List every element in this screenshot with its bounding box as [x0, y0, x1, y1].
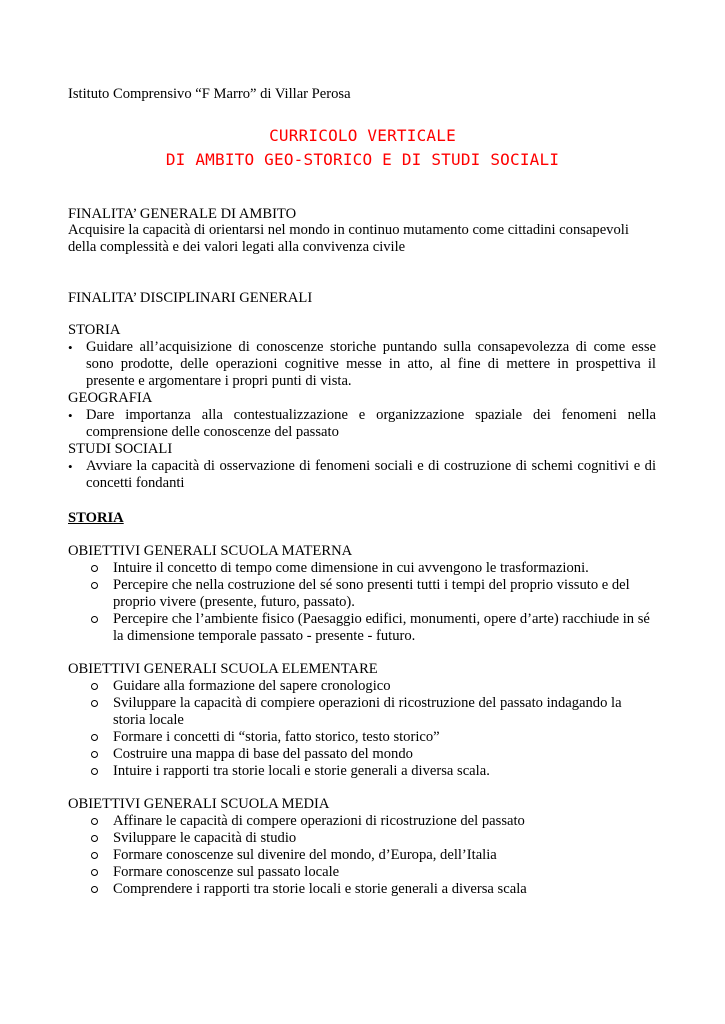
studi-sociali-text-line2: concetti fondanti — [86, 475, 185, 491]
circle-bullet-icon — [91, 683, 98, 690]
materna-item-2-line2: proprio vivere (presente, futuro, passato). — [113, 594, 355, 610]
storia-text-line3: presente e argomentare i propri punti di vista. — [86, 373, 352, 389]
finalita-generale-line1: Acquisire la capacità di orientarsi nel mondo in continuo mutamento come cittadini consapevoli — [68, 222, 629, 238]
circle-bullet-icon — [91, 700, 98, 707]
circle-bullet-icon — [91, 835, 98, 842]
circle-bullet-icon — [91, 768, 98, 775]
elementare-heading: OBIETTIVI GENERALI SCUOLA ELEMENTARE — [68, 661, 378, 677]
circle-bullet-icon — [91, 582, 98, 589]
elementare-item-2-line2: storia locale — [113, 712, 184, 728]
geografia-text-line1: Dare importanza alla contestualizzazione e organizzazione spaziale dei fenomeni nella — [86, 407, 656, 423]
elementare-item-5: Intuire i rapporti tra storie locali e storie generali a diversa scala. — [113, 763, 490, 779]
media-item-5: Comprendere i rapporti tra storie locali e storie generali a diversa scala — [113, 881, 527, 897]
studi-sociali-label: STUDI SOCIALI — [68, 441, 173, 457]
storia-text-line1: Guidare all’acquisizione di conoscenze storiche puntando sulla consapevolezza di come esse — [86, 339, 656, 355]
bullet-icon: • — [68, 408, 73, 423]
circle-bullet-icon — [91, 751, 98, 758]
materna-item-3-line2: la dimensione temporale passato - presente - futuro. — [113, 628, 416, 644]
geografia-label: GEOGRAFIA — [68, 390, 153, 406]
circle-bullet-icon — [91, 565, 98, 572]
bullet-icon: • — [68, 340, 73, 355]
bullet-icon: • — [68, 459, 73, 474]
storia-section-heading: STORIA — [68, 510, 124, 526]
finalita-generale-line2: della complessità e dei valori legati alla convivenza civile — [68, 239, 406, 255]
elementare-item-4: Costruire una mappa di base del passato del mondo — [113, 746, 413, 762]
finalita-disciplinari-heading: FINALITA’ DISCIPLINARI GENERALI — [68, 290, 313, 306]
storia-label: STORIA — [68, 322, 121, 338]
circle-bullet-icon — [91, 818, 98, 825]
elementare-item-3: Formare i concetti di “storia, fatto storico, testo storico” — [113, 729, 440, 745]
document-title-line1: CURRICOLO VERTICALE — [269, 126, 456, 145]
circle-bullet-icon — [91, 852, 98, 859]
media-item-1: Affinare le capacità di compere operazioni di ricostruzione del passato — [113, 813, 525, 829]
circle-bullet-icon — [91, 734, 98, 741]
circle-bullet-icon — [91, 886, 98, 893]
document-title-line2: DI AMBITO GEO-STORICO E DI STUDI SOCIALI — [165, 150, 560, 169]
circle-bullet-icon — [91, 616, 98, 623]
materna-item-3-line1: Percepire che l’ambiente fisico (Paesaggio edifici, monumenti, opere d’arte) racchiude in sé — [113, 611, 650, 627]
media-heading: OBIETTIVI GENERALI SCUOLA MEDIA — [68, 796, 330, 812]
materna-heading: OBIETTIVI GENERALI SCUOLA MATERNA — [68, 543, 353, 559]
elementare-item-1: Guidare alla formazione del sapere cronologico — [113, 678, 391, 694]
storia-text-line2: sono prodotte, delle operazioni cognitive messe in atto, al fine di mettere in prospettiva il — [86, 356, 656, 372]
studi-sociali-text-line1: Avviare la capacità di osservazione di fenomeni sociali e di costruzione di schemi cognitivi e di — [86, 458, 656, 474]
materna-item-1: Intuire il concetto di tempo come dimensione in cui avvengono le trasformazioni. — [113, 560, 589, 576]
circle-bullet-icon — [91, 869, 98, 876]
media-item-2: Sviluppare le capacità di studio — [113, 830, 297, 846]
finalita-generale-heading: FINALITA’ GENERALE DI AMBITO — [68, 206, 297, 222]
media-item-4: Formare conoscenze sul passato locale — [113, 864, 340, 880]
geografia-text-line2: comprensione delle conoscenze del passato — [86, 424, 339, 440]
elementare-item-2-line1: Sviluppare la capacità di compiere operazioni di ricostruzione del passato indagando la — [113, 695, 622, 711]
school-header: Istituto Comprensivo “F Marro” di Villar Perosa — [68, 86, 351, 102]
materna-item-2-line1: Percepire che nella costruzione del sé sono presenti tutti i tempi del proprio vissuto e del — [113, 577, 630, 593]
media-item-3: Formare conoscenze sul divenire del mondo, d’Europa, dell’Italia — [113, 847, 497, 863]
